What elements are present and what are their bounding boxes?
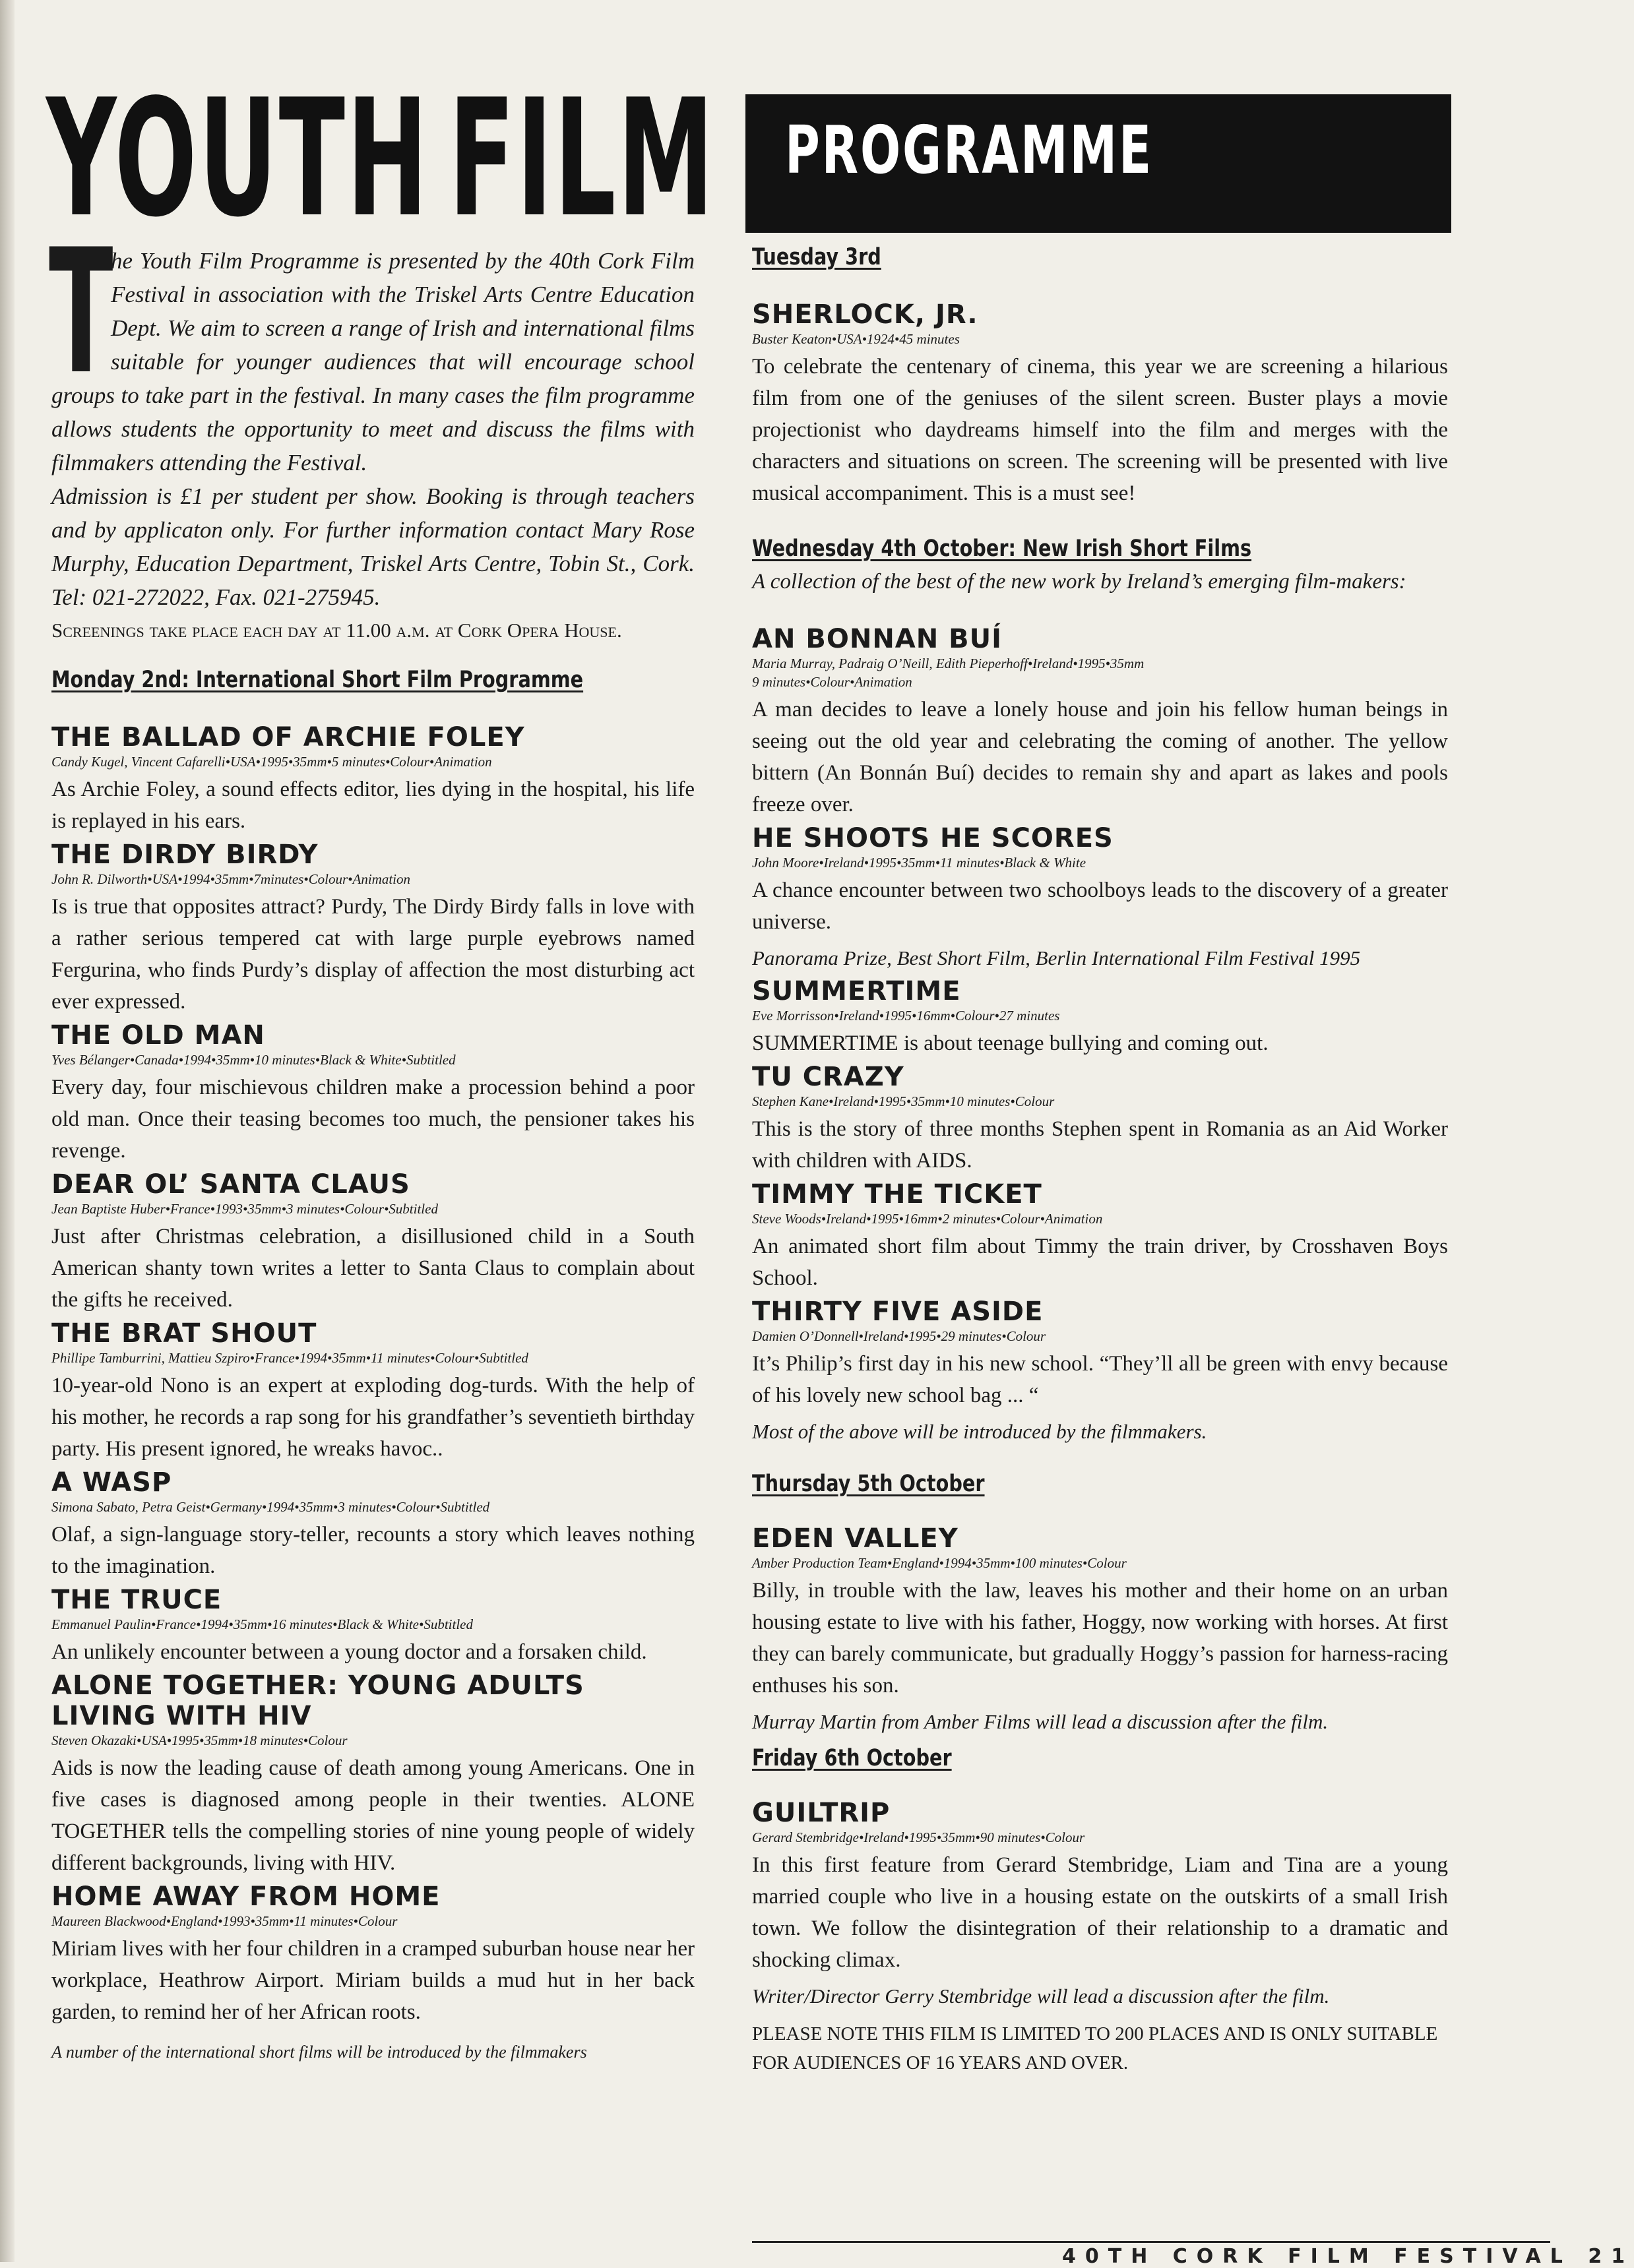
film-description: SUMMERTIME is about teenage bullying and coming out. bbox=[752, 1031, 1269, 1055]
film-entry bbox=[51, 1670, 695, 1882]
film-entry bbox=[51, 1169, 695, 1318]
film-title: HE SHOOTS HE SCORES bbox=[752, 823, 1114, 853]
screenings-notice: Screenings take place each day at 11.00 a.m. at Cork Opera House. bbox=[51, 619, 622, 642]
film-entry bbox=[752, 976, 1448, 1062]
footer-rule bbox=[752, 2241, 1550, 2243]
thursday-heading: Thursday 5th October bbox=[752, 1471, 985, 1497]
right-column bbox=[752, 244, 1448, 2077]
wednesday-footer-note: Most of the above will be introduced by the filmmakers. bbox=[752, 1420, 1207, 1443]
film-entry bbox=[51, 1318, 695, 1467]
film-title: THE DIRDY BIRDY bbox=[51, 840, 319, 870]
thursday-film-list bbox=[752, 1523, 1448, 1737]
film-description: Olaf, a sign-language story-teller, recounts a story which leaves nothing to the imagination. bbox=[51, 1523, 695, 1578]
film-entry bbox=[752, 299, 1448, 509]
film-description: 10-year-old Nono is an expert at exploding dog-turds. With the help of his mother, he records a rap song for his grandfather’s seventieth birthday party. His present ignored, he wreaks havoc.. bbox=[51, 1374, 695, 1461]
page-binding-edge bbox=[0, 0, 15, 2262]
film-title: ALONE TOGETHER: YOUNG ADULTS LIVING WITH HIV bbox=[51, 1670, 584, 1731]
film-entry bbox=[752, 1297, 1448, 1411]
film-entry bbox=[752, 823, 1448, 976]
film-description: Miriam lives with her four children in a cramped suburban house near her workplace, Heathrow Airport. Miriam builds a mud hut in her back garden, to remind her of her African roots. bbox=[51, 1937, 695, 2024]
film-credits: Eve Morrisson•Ireland•1995•16mm•Colour•27 minutes bbox=[752, 1008, 1060, 1024]
friday-heading: Friday 6th October bbox=[752, 1745, 952, 1771]
film-title: THE BALLAD OF ARCHIE FOLEY bbox=[51, 722, 525, 752]
monday-heading: Monday 2nd: International Short Film Programme bbox=[51, 667, 584, 693]
programme-banner-text: PROGRAMME bbox=[785, 111, 1154, 189]
masthead-word-film: FILM bbox=[449, 65, 716, 253]
intro bbox=[49, 213, 695, 647]
film-credits: John Moore•Ireland•1995•35mm•11 minutes•Black & White bbox=[752, 855, 1086, 871]
film-title: GUILTRIP bbox=[752, 1798, 891, 1828]
film-title: THE TRUCE bbox=[51, 1585, 222, 1615]
film-credits: Simona Sabato, Petra Geist•Germany•1994•35mm•3 minutes•Colour•Subtitled bbox=[51, 1499, 490, 1515]
film-title: DEAR OL’ SANTA CLAUS bbox=[51, 1169, 410, 1200]
film-entry bbox=[752, 1523, 1448, 1737]
film-credits: Stephen Kane•Ireland•1995•35mm•10 minutes•Colour bbox=[752, 1093, 1055, 1109]
film-credits: Gerard Stembridge•Ireland•1995•35mm•90 minutes•Colour bbox=[752, 1829, 1085, 1845]
masthead-word-youth: YOUTH bbox=[46, 65, 429, 253]
film-title: EDEN VALLEY bbox=[752, 1523, 958, 1554]
film-title: HOME AWAY FROM HOME bbox=[51, 1882, 441, 1912]
film-entry bbox=[51, 1467, 695, 1585]
film-title: TIMMY THE TICKET bbox=[752, 1179, 1042, 1210]
film-credits-line-2: 9 minutes•Colour•Animation bbox=[752, 674, 912, 690]
film-entry bbox=[752, 1062, 1448, 1179]
monday-film-list bbox=[51, 722, 695, 2028]
friday-film-list bbox=[752, 1798, 1448, 2011]
film-title: THIRTY FIVE ASIDE bbox=[752, 1297, 1044, 1327]
film-credits: John R. Dilworth•USA•1994•35mm•7minutes•Colour•Animation bbox=[51, 871, 411, 887]
film-description: Just after Christmas celebration, a disillusioned child in a South American shanty town writes a letter to Santa Claus to complain about the gifts he received. bbox=[51, 1225, 695, 1312]
film-title: TU CRAZY bbox=[752, 1062, 904, 1092]
wednesday-film-list bbox=[752, 624, 1448, 1411]
intro-paragraph-2: Admission is £1 per student per show. Booking is through teachers and by applicaton only. For further information contact Mary Rose Murphy, Education Department, Triskel Arts Centre, Tobin St., Cork. Tel: 021-272022, Fax. 021-275945. bbox=[51, 483, 695, 610]
film-description: Is is true that opposites attract? Purdy, The Dirdy Birdy falls in love with a rather serious tempered cat with large purple eyebrows named Fergurina, who finds Purdy’s display of affection the most disturbing act ever expressed. bbox=[51, 895, 695, 1014]
film-description: A chance encounter between two schoolboys leads to the discovery of a greater universe. bbox=[752, 878, 1448, 934]
film-credits: Phillipe Tamburrini, Mattieu Szpiro•France•1994•35mm•11 minutes•Colour•Subtitled bbox=[51, 1350, 528, 1366]
film-description: A man decides to leave a lonely house and join his fellow human beings in seeing out the old year and celebrating the coming of another. The yellow bittern (An Bonnán Buí) decides to remain shy and apart as lakes and pools freeze over. bbox=[752, 698, 1448, 816]
film-description: Every day, four mischievous children make a procession behind a poor old man. Once their teasing becomes too much, the pensioner takes his revenge. bbox=[51, 1076, 695, 1163]
friday-notice: PLEASE NOTE THIS FILM IS LIMITED TO 200 PLACES AND IS ONLY SUITABLE FOR AUDIENCES OF 16 YEARS AND OVER. bbox=[752, 2023, 1438, 2073]
film-credits: Buster Keaton•USA•1924•45 minutes bbox=[752, 331, 960, 347]
film-credits: Steven Okazaki•USA•1995•35mm•18 minutes•Colour bbox=[51, 1732, 348, 1748]
film-entry bbox=[752, 624, 1448, 823]
film-entry bbox=[51, 1585, 695, 1670]
film-description: This is the story of three months Stephen spent in Romania as an Aid Worker with children with AIDS. bbox=[752, 1117, 1448, 1173]
film-note: Writer/Director Gerry Stembridge will lead a discussion after the film. bbox=[752, 1984, 1330, 2007]
film-credits: Amber Production Team•England•1994•35mm•100 minutes•Colour bbox=[752, 1555, 1127, 1571]
film-description: An unlikely encounter between a young doctor and a forsaken child. bbox=[51, 1640, 647, 1664]
wednesday-heading: Wednesday 4th October: New Irish Short Films bbox=[752, 536, 1252, 562]
tuesday-film-list bbox=[752, 299, 1448, 509]
film-title: SUMMERTIME bbox=[752, 976, 961, 1006]
film-description: Aids is now the leading cause of death among young Americans. One in five cases is diagnosed among people in their twenties. ALONE TOGETHER tells the compelling stories of nine young people of widely different backgrounds, living with HIV. bbox=[51, 1756, 695, 1875]
film-credits: Candy Kugel, Vincent Cafarelli•USA•1995•35mm•5 minutes•Colour•Animation bbox=[51, 754, 492, 770]
film-credits: Yves Bélanger•Canada•1994•35mm•10 minutes•Black & White•Subtitled bbox=[51, 1052, 456, 1068]
film-entry bbox=[51, 1882, 695, 2028]
dropcap: T bbox=[49, 213, 113, 412]
film-credits: Maria Murray, Padraig O’Neill, Edith Pieperhoff•Ireland•1995•35mm bbox=[752, 656, 1145, 671]
intro-paragraph-1: he Youth Film Programme is presented by the 40th Cork Film Festival in association with the Triskel Arts Centre Education Dept. We aim to screen a range of Irish and international films suitable for younger audiences that will encourage school groups to take part in the festival. In many cases the film programme allows students the opportunity to meet and discuss the films with filmmakers attending the Festival. bbox=[51, 248, 695, 475]
film-entry bbox=[752, 1798, 1448, 2011]
film-note: Panorama Prize, Best Short Film, Berlin International Film Festival 1995 bbox=[752, 946, 1361, 969]
film-credits: Maureen Blackwood•England•1993•35mm•11 minutes•Colour bbox=[51, 1913, 398, 1929]
left-column bbox=[49, 213, 695, 2062]
film-title: A WASP bbox=[51, 1467, 172, 1498]
film-entry bbox=[51, 840, 695, 1020]
film-description: As Archie Foley, a sound effects editor, lies dying in the hospital, his life is replayed in his ears. bbox=[51, 778, 695, 833]
film-description: To celebrate the centenary of cinema, this year we are screening a hilarious film from one of the geniuses of the silent screen. Buster plays a movie projectionist who daydreams himself into the film and merges with the characters and situations on screen. The screening will be presented with live musical accompaniment. This is a must see! bbox=[752, 355, 1448, 505]
tuesday-heading: Tuesday 3rd bbox=[752, 244, 881, 270]
film-entry bbox=[752, 1179, 1448, 1297]
film-title: THE OLD MAN bbox=[51, 1020, 265, 1051]
film-entry bbox=[51, 1020, 695, 1169]
film-description: It’s Philip’s first day in his new school. “They’ll all be green with envy because of his lovely new school bag ... “ bbox=[752, 1352, 1448, 1407]
film-title: SHERLOCK, JR. bbox=[752, 299, 978, 330]
film-title: AN BONNAN BUÍ bbox=[752, 624, 1003, 654]
film-description: Billy, in trouble with the law, leaves his mother and their home on an urban housing estate to live with his father, Hoggy, now working with horses. At first they can barely communicate, but gradually Hoggy’s passion for harness-racing enthuses his son. bbox=[752, 1579, 1448, 1698]
monday-footer-note: A number of the international short films will be introduced by the filmmakers bbox=[51, 2042, 587, 2062]
masthead bbox=[46, 65, 805, 253]
film-description: An animated short film about Timmy the train driver, by Crosshaven Boys School. bbox=[752, 1235, 1448, 1290]
film-credits: Emmanuel Paulin•France•1994•35mm•16 minutes•Black & White•Subtitled bbox=[51, 1616, 474, 1632]
footer-text: 40TH CORK FILM FESTIVAL 21 bbox=[1062, 2245, 1634, 2268]
wednesday-subheading: A collection of the best of the new work by Ireland’s emerging film-makers: bbox=[752, 570, 1406, 594]
film-credits: Steve Woods•Ireland•1995•16mm•2 minutes•Colour•Animation bbox=[752, 1211, 1103, 1227]
film-title: THE BRAT SHOUT bbox=[51, 1318, 317, 1349]
film-entry bbox=[51, 722, 695, 840]
film-credits: Damien O’Donnell•Ireland•1995•29 minutes•Colour bbox=[752, 1328, 1046, 1344]
film-description: In this first feature from Gerard Stembridge, Liam and Tina are a young married couple who live in a housing estate on the outskirts of a small Irish town. We follow the disintegration of their relationship to a dramatic and shocking climax. bbox=[752, 1853, 1448, 1972]
film-note: Murray Martin from Amber Films will lead a discussion after the film. bbox=[752, 1710, 1329, 1733]
film-credits: Jean Baptiste Huber•France•1993•35mm•3 minutes•Colour•Subtitled bbox=[51, 1201, 438, 1217]
